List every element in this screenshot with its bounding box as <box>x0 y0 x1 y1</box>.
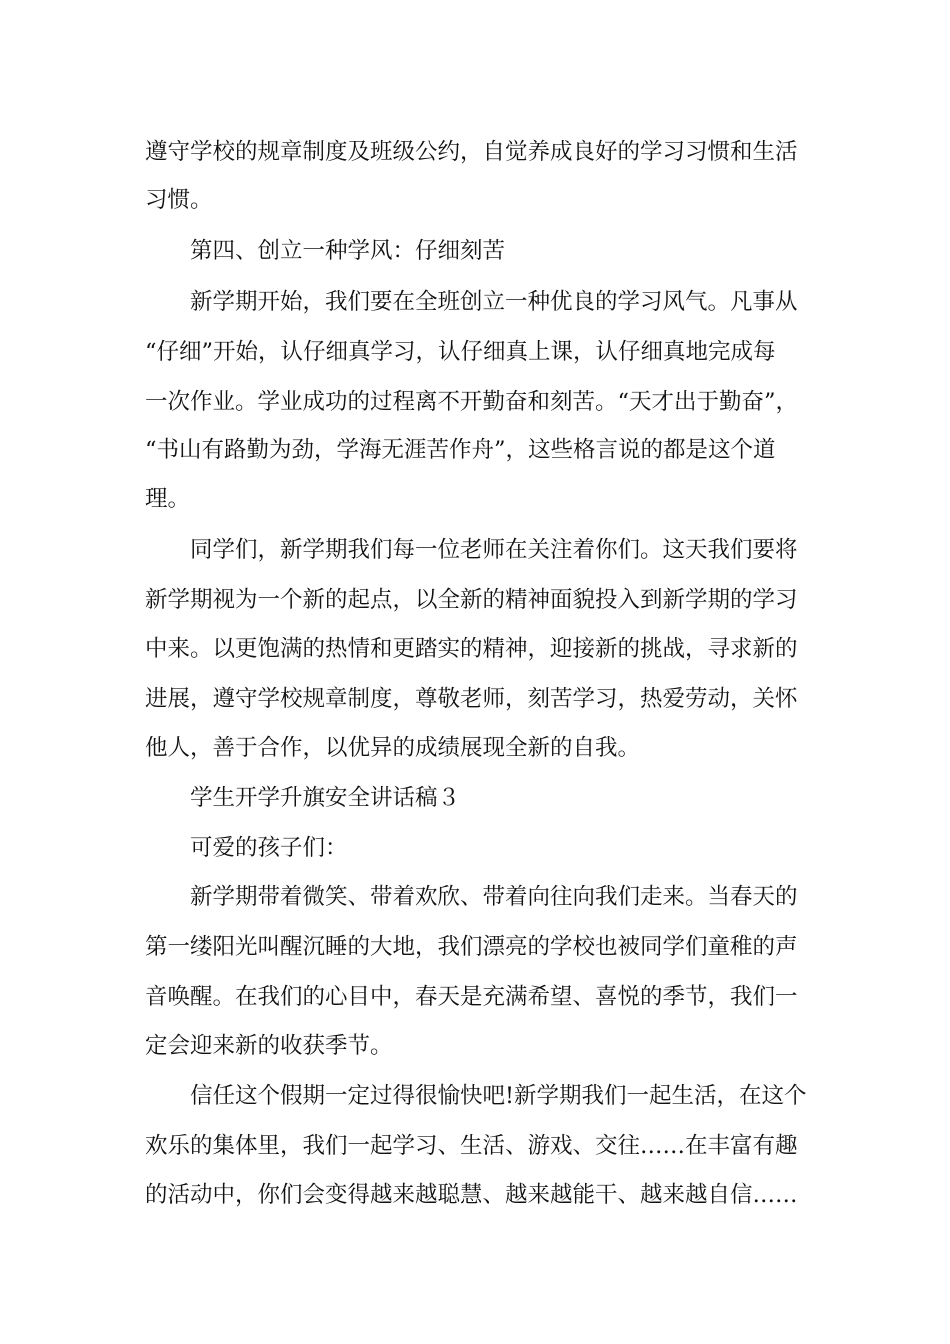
text-line: 遵守学校的规章制度及班级公约，自觉养成良好的学习习惯和生活 <box>145 139 798 165</box>
text-line: 中来。以更饱满的热情和更踏实的精神，迎接新的挑战，寻求新的 <box>145 636 798 662</box>
text-line: 定会迎来新的收获季节。 <box>145 1033 393 1059</box>
text-line: 同学们，新学期我们每一位老师在关注着你们。这天我们要将 <box>190 537 798 563</box>
text-line: 欢乐的集体里，我们一起学习、生活、游戏、交往……在丰富有趣 <box>145 1133 798 1159</box>
text-line: 新学期带着微笑、带着欢欣、带着向往向我们走来。当春天的 <box>190 884 798 910</box>
text-line: 的活动中，你们会变得越来越聪慧、越来越能干、越来越自信…… <box>145 1182 798 1208</box>
text-line: 习惯。 <box>145 187 213 213</box>
text-line: 理。 <box>145 486 191 512</box>
text-line: 新学期开始，我们要在全班创立一种优良的学习风气。凡事从 <box>190 289 798 315</box>
salutation: 可爱的孩子们： <box>190 835 348 861</box>
text-line: 音唤醒。在我们的心目中，春天是充满希望、喜悦的季节，我们一 <box>145 984 798 1010</box>
text-line: 他人，善于合作，以优异的成绩展现全新的自我。 <box>145 735 641 761</box>
text-line: 进展，遵守学校规章制度，尊敬老师，刻苦学习，热爱劳动，关怀 <box>145 686 798 712</box>
text-line: 第一缕阳光叫醒沉睡的大地，我们漂亮的学校也被同学们童稚的声 <box>145 934 798 960</box>
section-heading: 第四、创立一种学风：仔细刻苦 <box>190 238 506 264</box>
text-line: 信任这个假期一定过得很愉快吧!新学期我们一起生活，在这个 <box>190 1083 807 1109</box>
text-line: 一次作业。学业成功的过程离不开勤奋和刻苦。“天才出于勤奋”， <box>145 389 799 415</box>
text-line: “仔细”开始，认仔细真学习，认仔细真上课，认仔细真地完成每 <box>145 339 776 365</box>
text-line: “书山有路勤为劲，学海无涯苦作舟”，这些格言说的都是这个道 <box>145 437 776 463</box>
text-line: 新学期视为一个新的起点，以全新的精神面貌投入到新学期的学习 <box>145 587 798 613</box>
section-heading: 学生开学升旗安全讲话稿３ <box>190 785 461 811</box>
